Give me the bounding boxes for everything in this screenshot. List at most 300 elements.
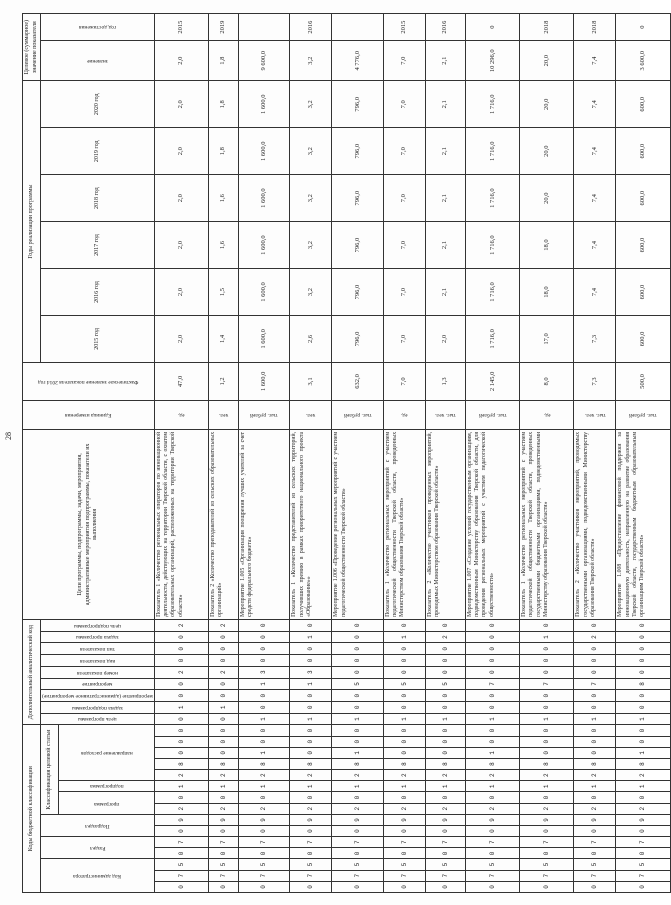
code-cell: 0 [574,666,616,678]
code-cell: 2 [154,619,208,631]
row-year-value: 2,1 [425,222,465,269]
code-cell: 0 [332,643,384,655]
code-cell: 0 [209,655,239,667]
row-fact-2014: 1,3 [425,362,465,400]
row-year-value: 7,0 [383,128,425,175]
code-cell: 8 [209,758,239,769]
row-year-value: 7,0 [383,222,425,269]
code-cell: 2 [154,803,208,814]
code-cell: 1 [520,631,574,643]
extra-col-header-7-text: задача программы [76,634,119,641]
code-cell: 7 [209,837,239,848]
code-cell: 1 [332,713,384,725]
code-cell: 0 [574,792,616,803]
row-unit-text: чел. [218,412,229,419]
code-cell: 0 [520,655,574,667]
code-cell: 5 [425,678,465,690]
code-cell: 0 [154,848,208,859]
extra-col-header-8 [41,619,155,631]
code-cell: 0 [574,848,616,859]
code-cell: 1 [520,713,574,725]
row-unit-text: тыс. чел. [584,412,606,419]
row-target-year: 2015 [383,14,425,41]
extra-col-header-5-text: вид показателя [79,657,115,664]
row-year-value: 2,0 [154,222,208,269]
code-cell: 0 [466,848,520,859]
kbk-group-header: Коды бюджетной классификации [23,725,41,893]
table-row [616,14,670,893]
row-year-value: 1 716,0 [466,315,520,362]
row-year-value: 20,0 [520,128,574,175]
code-cell: 1 [154,781,208,792]
code-cell: 2 [574,631,616,643]
row-year-value: 7,4 [574,81,616,128]
code-cell: 0 [154,631,208,643]
code-cell: 0 [616,666,670,678]
code-cell: 0 [466,655,520,667]
code-cell: 0 [520,643,574,655]
row-unit [574,400,616,429]
code-cell: 0 [332,701,384,713]
code-cell: 5 [466,859,520,870]
code-cell: 1 [520,781,574,792]
code-cell: 0 [209,825,239,836]
code-cell: 0 [466,643,520,655]
code-cell: 1 [238,747,290,758]
row-year-value: 1 716,0 [466,269,520,316]
code-cell: 0 [238,655,290,667]
row-target-value: 20,0 [520,41,574,81]
code-cell: 2 [332,770,384,781]
row-unit-text: тыс. рублей [250,412,278,419]
row-year-value: 1 716,0 [466,175,520,222]
row-unit [616,400,670,429]
code-cell: 7 [290,837,332,848]
year-header-4: 2019 год [41,128,155,175]
code-cell: 2 [425,770,465,781]
code-cell: 0 [574,619,616,631]
table-row [154,14,208,893]
row-target-value: 10 296,0 [466,41,520,81]
code-cell: 1 [290,781,332,792]
row-name: Показатель 2 «Количество участников мероприятий, проводимых государственными организациями, подведомственными Министерству образования Тверской области» [574,429,616,619]
code-cell: 7 [574,870,616,881]
code-cell: 0 [238,848,290,859]
code-cell: 0 [574,690,616,702]
subprogram-header [59,781,155,792]
code-cell: 0 [383,747,425,758]
code-cell: 0 [209,881,239,892]
code-cell: 0 [466,701,520,713]
table-row [520,14,574,893]
code-cell: 7 [383,870,425,881]
target-group-header: Целевое (суммарное) значение показателя [23,14,41,81]
code-cell: 0 [238,701,290,713]
code-cell: 0 [238,631,290,643]
unit-column-header [23,400,155,429]
target-year-header [41,14,155,41]
code-cell: 7 [154,837,208,848]
row-target-year: 0 [616,14,670,41]
row-name: Мероприятие 1.006 «Проведение региональных мероприятий с участием педагогической общественности Тверской области» [332,429,384,619]
code-cell: 1 [466,781,520,792]
header-row-groups [23,14,41,893]
years-group-header: Годы реализации программы [23,81,41,363]
code-cell: 2 [574,770,616,781]
code-cell: 0 [290,848,332,859]
code-cell: 0 [238,643,290,655]
row-year-value: 1 600,0 [238,81,290,128]
code-cell: 0 [154,643,208,655]
row-year-value: 7,0 [383,81,425,128]
code-cell: 0 [425,701,465,713]
program-table-sheet [22,13,657,893]
code-cell: 5 [574,859,616,870]
code-cell: 8 [238,758,290,769]
code-cell: 0 [154,690,208,702]
code-cell: 0 [238,881,290,892]
code-cell: 0 [520,666,574,678]
code-cell: 5 [332,678,384,690]
year-header-3: 2018 год [41,175,155,222]
extra-col-header-0 [41,713,155,725]
code-cell: 0 [332,619,384,631]
row-year-value: 796,0 [332,128,384,175]
code-cell: 1 [383,713,425,725]
code-cell: 1 [574,713,616,725]
code-cell: 5 [238,859,290,870]
extra-col-header-8-text: цель подпрограммы [73,622,121,629]
extra-col-header-6 [41,643,155,655]
row-year-value: 796,0 [332,315,384,362]
row-year-value: 600,0 [616,269,670,316]
code-cell: 0 [520,690,574,702]
row-unit [209,400,239,429]
row-target-value: 2,1 [425,41,465,81]
row-year-value: 1 716,0 [466,81,520,128]
table-row [209,14,239,893]
target-year-header-text: год достижения [78,24,116,31]
code-cell: 0 [332,655,384,667]
code-cell: 8 [332,758,384,769]
code-cell: 2 [383,770,425,781]
code-cell: 9 [238,814,290,825]
row-name: Мероприятие 1.007 «Создание условий государственным организациям, подведомственным Министерству образования Тверской области, для проведения региональных мероприятий с участием педагогической общественности» [466,429,520,619]
program-header [59,792,155,814]
code-cell: 7 [466,837,520,848]
row-target-value: 3,2 [290,41,332,81]
subprogram-header-text: подпрограмма [89,783,124,790]
code-cell: 1 [290,631,332,643]
code-cell: 2 [383,803,425,814]
code-cell: 8 [616,758,670,769]
code-cell: 2 [616,770,670,781]
extra-col-header-1 [41,701,155,713]
unit-column-header-text: Единица измерения [65,412,112,419]
row-name: Показатель 1 «Количество региональных операторов по инновационной деятельности, действующих на территории Тверской области, с охватом образовательных организаций, расположенных на территории Тверской области» [154,429,208,619]
direction-header-text: направление расходов [80,750,133,757]
code-cell: 1 [238,781,290,792]
code-cell: 7 [466,678,520,690]
razdel-header-text: Раздел [89,845,106,852]
row-year-value: 796,0 [332,81,384,128]
code-cell: 1 [383,631,425,643]
code-cell: 0 [616,643,670,655]
row-target-value: 4 776,0 [332,41,384,81]
code-cell: 0 [520,701,574,713]
code-cell: 0 [466,825,520,836]
row-target-year: 2019 [209,14,239,41]
code-cell: 0 [425,666,465,678]
code-cell: 1 [332,781,384,792]
code-cell: 8 [425,758,465,769]
row-unit-text: ед. [401,412,408,419]
code-cell: 9 [290,814,332,825]
code-cell: 0 [574,655,616,667]
row-year-value: 17,0 [520,315,574,362]
table-row [383,14,425,893]
table-row [425,14,465,893]
code-cell: 3 [290,666,332,678]
code-cell: 1 [209,781,239,792]
code-cell: 2 [425,631,465,643]
code-cell: 9 [332,814,384,825]
row-target-value: 7,4 [574,41,616,81]
row-unit-text: чел. [306,412,316,419]
code-cell: 0 [290,619,332,631]
row-target-year: 0 [466,14,520,41]
row-year-value: 7,4 [574,222,616,269]
program-indicators-table [22,13,671,893]
code-cell: 0 [574,881,616,892]
code-cell: 8 [290,758,332,769]
row-year-value: 1 716,0 [466,222,520,269]
row-year-value: 7,0 [383,175,425,222]
row-target-value: 9 600,0 [238,41,290,81]
row-year-value: 2,1 [425,175,465,222]
code-cell: 0 [616,792,670,803]
code-cell: 0 [466,631,520,643]
code-cell: 0 [209,643,239,655]
row-year-value: 1 600,0 [238,269,290,316]
code-cell: 9 [383,814,425,825]
row-fact-2014: 1 600,0 [238,362,290,400]
row-name: Мероприятие 1.008 «Предоставление финансовой поддержки за инновационную деятельность, направленную на развитие образования Тверской области, государственным бюджетным образовательным организациям Тверской области» [616,429,670,619]
code-cell: 0 [466,736,520,747]
code-cell: 7 [154,870,208,881]
code-cell: 7 [332,837,384,848]
row-unit [332,400,384,429]
row-unit [520,400,574,429]
code-cell: 1 [332,747,384,758]
code-cell: 0 [290,736,332,747]
table-row [290,14,332,893]
code-cell: 0 [332,666,384,678]
code-cell: 0 [466,792,520,803]
row-unit-text: тыс. рублей [629,412,657,419]
code-cell: 0 [238,690,290,702]
code-cell: 1 [425,713,465,725]
code-cell: 0 [520,825,574,836]
code-cell: 0 [466,666,520,678]
row-year-value: 7,3 [574,315,616,362]
code-cell: 0 [425,848,465,859]
code-cell: 5 [383,859,425,870]
row-year-value: 1 600,0 [238,128,290,175]
row-name: Мероприятие 1.005 «Организация поощрения лучших учителей за счет средств федерального бюджета» [238,429,290,619]
code-cell: 7 [520,870,574,881]
code-cell: 2 [238,770,290,781]
code-cell: 2 [209,666,239,678]
code-cell: 0 [383,701,425,713]
extra-col-header-2 [41,690,155,702]
row-name: Показатель 2 «Количество участников проведенных мероприятий, проводимых Министерством образования Тверской области» [425,429,465,619]
code-cell: 1 [616,781,670,792]
row-fact-2014: 3,1 [290,362,332,400]
code-cell: 0 [332,690,384,702]
code-cell: 0 [154,747,208,758]
row-target-year: 2018 [574,14,616,41]
code-cell: 5 [209,859,239,870]
code-cell: 0 [425,881,465,892]
code-cell: 7 [574,837,616,848]
row-unit-text: ед. [543,412,551,419]
code-cell: 0 [290,881,332,892]
row-target-value: 1,8 [209,41,239,81]
code-cell: 0 [574,701,616,713]
code-cell: 9 [574,814,616,825]
row-year-value: 3,2 [290,175,332,222]
code-cell: 1 [466,713,520,725]
row-fact-2014: 1,2 [209,362,239,400]
target-value-header-text: значение [86,58,108,65]
extra-code-group-header: Дополнительный аналитический код [23,619,41,725]
code-cell: 0 [209,678,239,690]
code-cell: 1 [616,713,670,725]
code-cell: 0 [425,643,465,655]
code-cell: 9 [209,814,239,825]
code-cell: 0 [238,792,290,803]
row-year-value: 2,0 [154,81,208,128]
code-cell: 7 [290,870,332,881]
code-cell: 0 [332,631,384,643]
row-year-value: 7,4 [574,175,616,222]
code-cell: 0 [616,690,670,702]
razdel-header [41,837,155,859]
table-row [332,14,384,893]
code-cell: 0 [209,713,239,725]
code-cell: 0 [425,619,465,631]
row-year-value: 1 716,0 [466,128,520,175]
row-year-value: 7,4 [574,128,616,175]
code-cell: 0 [616,725,670,736]
row-year-value: 2,0 [154,269,208,316]
row-year-value: 2,0 [154,315,208,362]
code-cell: 0 [616,619,670,631]
extra-col-header-4-text: номер показателя [76,669,118,676]
code-cell: 0 [383,655,425,667]
row-year-value: 1,5 [209,269,239,316]
code-cell: 7 [466,870,520,881]
code-cell: 3 [238,666,290,678]
code-cell: 1 [290,713,332,725]
row-year-value: 600,0 [616,222,670,269]
row-fact-2014: 632,0 [332,362,384,400]
code-cell: 7 [238,870,290,881]
row-year-value: 2,1 [425,269,465,316]
row-year-value: 2,1 [425,81,465,128]
code-cell: 0 [290,725,332,736]
row-fact-2014: 47,0 [154,362,208,400]
row-target-year: 2016 [290,14,332,41]
code-cell: 0 [466,619,520,631]
row-target-year: 2015 [154,14,208,41]
code-cell: 0 [520,792,574,803]
code-cell: 0 [520,725,574,736]
row-unit-text: тыс. чел. [435,412,456,419]
code-cell: 0 [154,655,208,667]
code-cell: 0 [616,701,670,713]
code-cell: 1 [383,781,425,792]
code-cell: 7 [520,837,574,848]
row-year-value: 7,4 [574,269,616,316]
row-year-value: 3,2 [290,128,332,175]
code-cell: 2 [520,770,574,781]
code-cell: 2 [154,666,208,678]
code-cell: 0 [574,747,616,758]
year-header-0: 2015 год [41,315,155,362]
row-year-value: 3,2 [290,269,332,316]
row-year-value: 600,0 [616,315,670,362]
code-cell: 1 [616,747,670,758]
code-cell: 0 [290,701,332,713]
code-cell: 0 [154,792,208,803]
code-cell: 9 [616,814,670,825]
row-name: Показатель 1 «Количество представителей из сельских территорий, получивших премию в рамках приоритетного национального проекта «Образование»» [290,429,332,619]
code-cell: 9 [520,814,574,825]
admin-code-header [41,859,155,893]
code-cell: 0 [154,725,208,736]
program-header-text: программа [93,800,120,807]
code-cell: 0 [290,792,332,803]
code-cell: 2 [154,770,208,781]
code-cell: 5 [425,859,465,870]
code-cell: 0 [425,747,465,758]
extra-col-header-4 [41,666,155,678]
row-fact-2014: 7,0 [383,362,425,400]
code-cell: 2 [425,803,465,814]
code-cell: 0 [154,825,208,836]
code-cell: 0 [616,881,670,892]
code-cell: 7 [425,837,465,848]
code-cell: 0 [616,631,670,643]
code-cell: 0 [383,881,425,892]
code-cell: 0 [383,725,425,736]
row-year-value: 20,0 [520,81,574,128]
code-cell: 1 [238,713,290,725]
code-cell: 0 [332,848,384,859]
code-cell: 0 [520,881,574,892]
code-cell: 0 [383,825,425,836]
code-cell: 0 [209,690,239,702]
code-cell: 2 [290,770,332,781]
row-fact-2014: 500,0 [616,362,670,400]
extra-col-header-3-text: мероприятие [82,681,113,688]
row-unit-text: ед. [178,412,185,419]
code-cell: 0 [290,747,332,758]
code-cell: 0 [466,881,520,892]
row-year-value: 1 600,0 [238,175,290,222]
